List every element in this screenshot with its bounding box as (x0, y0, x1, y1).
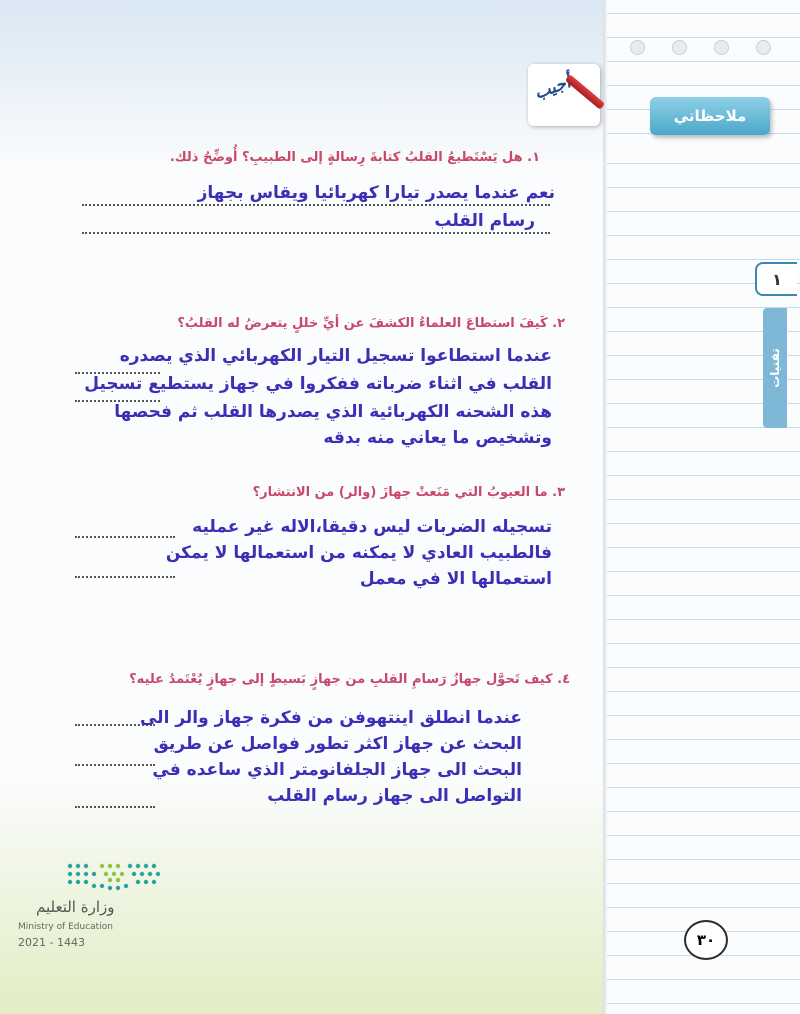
unit-number-tab: ١ (755, 262, 797, 296)
answer-line-text: تسجيله الضربات ليس دقيقا،الاله غير عمليه (192, 517, 552, 537)
logo-dots-icon (66, 858, 166, 894)
answer-badge (528, 64, 600, 126)
answer-line (75, 576, 175, 578)
answer-line-text: عندما استطاعوا تسجيل التيار الكهربائي الذي يصدره (119, 346, 552, 366)
pen-icon (565, 74, 605, 110)
answer-badge-label: أجيب (531, 72, 574, 104)
answer-line-text: البحث الى جهاز الجلفانومتر الذي ساعده في (152, 760, 522, 780)
question-text: ٣. ما العيوبُ التي مَنَعتْ جهازَ (والر) من الانتشار؟ (252, 485, 565, 500)
binder-hole (756, 40, 771, 55)
page-number: ٣٠ (684, 920, 728, 960)
side-section-label (763, 308, 787, 428)
question-text: ١. هل يَسْتَطيعُ القلبُ كتابةَ رِسالةٍ إلى الطبيبِ؟ أُوضِّحُ ذلك. (169, 150, 540, 165)
notes-panel (607, 0, 800, 1014)
answer-line-text: التواصل الى جهاز رسام القلب (267, 786, 522, 806)
answer-line-text: القلب في اثناء ضرباته ففكروا في جهاز يستطيع تسجيل (84, 374, 552, 394)
notes-title: ملاحظاتي (650, 97, 770, 135)
answer-line-text: البحث عن جهاز اكثر تطور فواصل عن طريق (153, 734, 522, 754)
ministry-name-arabic: وزارة التعليم (36, 898, 115, 916)
side-section-text: تقنيات (768, 348, 783, 388)
binder-hole (630, 40, 645, 55)
answer-line-text: نعم عندما يصدر تيارا كهربائيا ويقاس بجهاز (197, 183, 555, 203)
binder-hole (714, 40, 729, 55)
binder-hole (672, 40, 687, 55)
answer-line (75, 536, 175, 538)
answer-line-text: هذه الشحنه الكهربائية الذي يصدرها القلب ثم فحصها (114, 402, 552, 422)
answer-line (82, 232, 550, 234)
answer-line-text: استعمالها الا في معمل (359, 569, 552, 589)
answer-line-text: وتشخيص ما يعاني منه بدقه (323, 428, 552, 448)
ministry-name-english: Ministry of Education (18, 922, 113, 932)
academic-year: 2021 - 1443 (18, 936, 85, 949)
question-text: ٤. كيف تَحوَّل جهازُ رَسامِ القلبِ من جهازٍ بَسيطٍ إلى جهازٍ يُعْتَمدُ عليه؟ (129, 672, 570, 687)
answer-line-text: رسام القلب (434, 211, 535, 231)
answer-line (75, 806, 155, 808)
question-text: ٢. كَيفَ استطاعَ العلماءُ الكشفَ عن أيِّ خللٍ يتعرضُ له القلبُ؟ (177, 316, 565, 331)
answer-line (75, 764, 155, 766)
answer-line (82, 204, 550, 206)
answer-line-text: عندما انطلق اينتهوفن من فكرة جهاز والر الى (139, 708, 522, 728)
answer-line-text: فالطبيب العادي لا يمكنه من استعمالها لا يمكن (165, 543, 552, 563)
